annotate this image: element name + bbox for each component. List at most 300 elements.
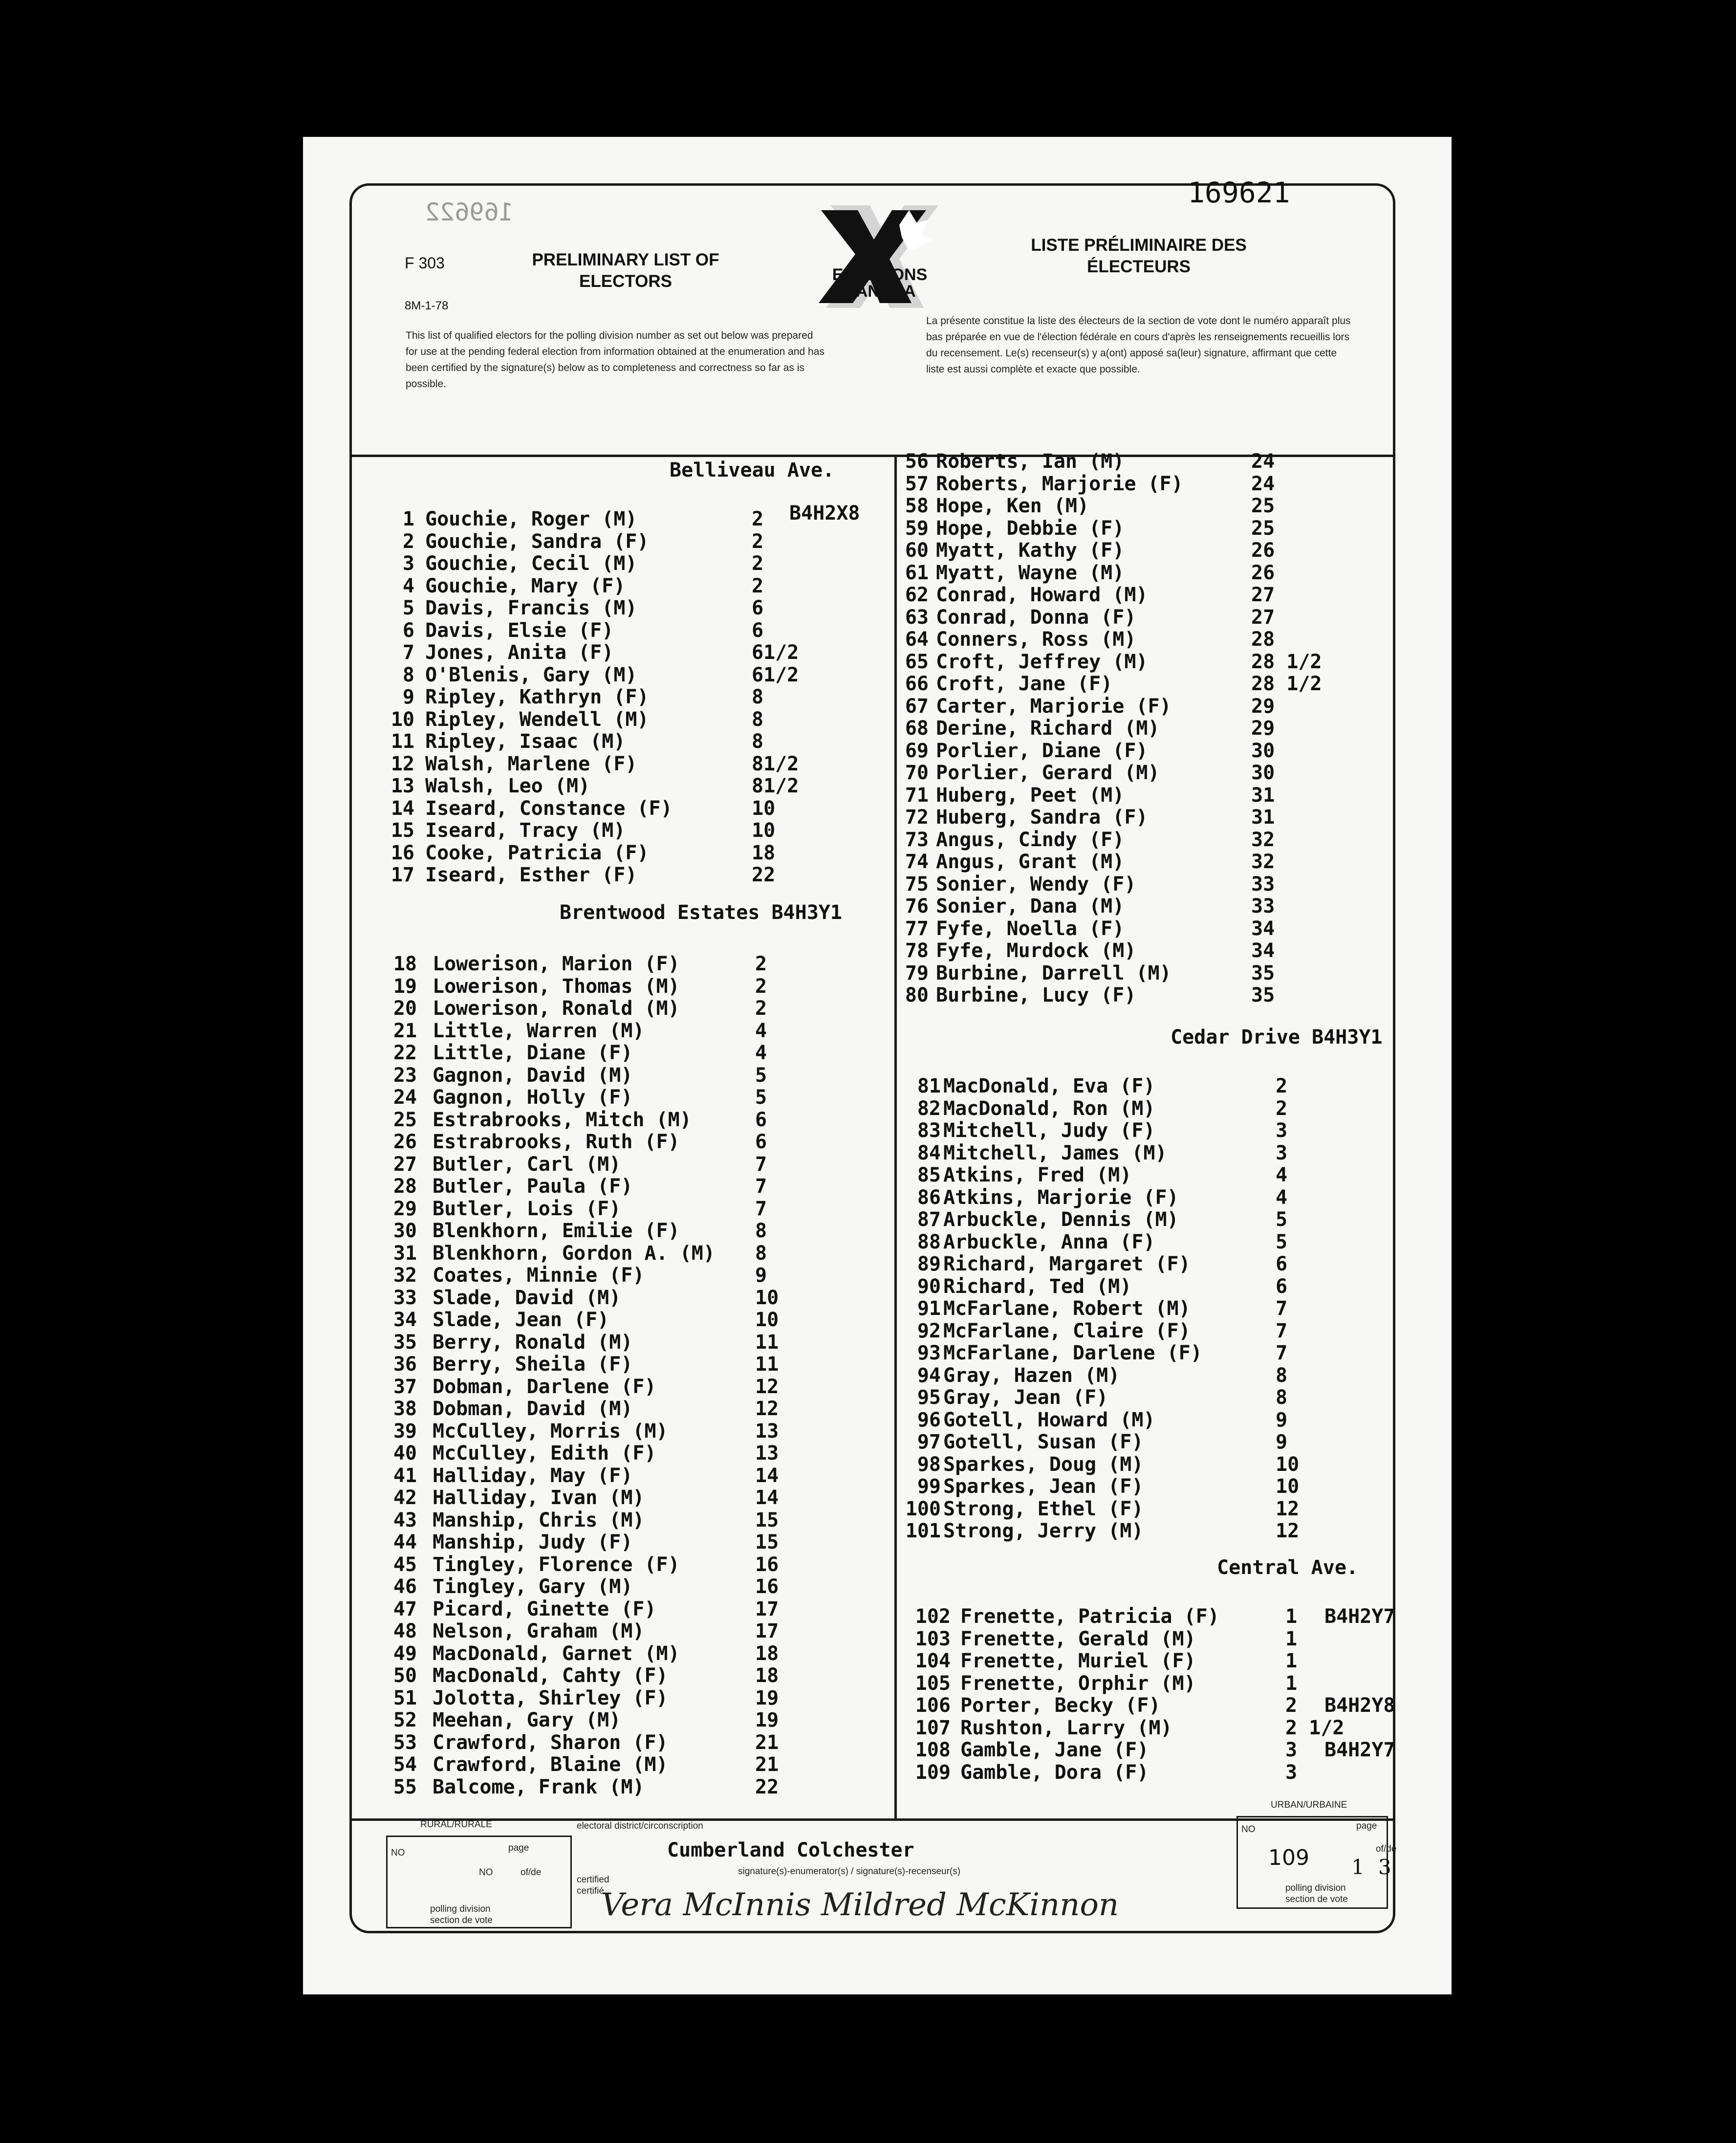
elector-number: 99 [917,1475,941,1498]
elector-name: Jolotta, Shirley (F) [433,1686,668,1709]
elector-number: 14 [391,797,414,820]
elector-address: 3 [1276,1119,1288,1142]
elector-number: 97 [917,1431,941,1453]
elector-name: Burbine, Darrell (M) [936,962,1172,984]
elector-name: Rushton, Larry (M) [960,1716,1172,1739]
elector-name: Gouchie, Cecil (M) [425,552,637,575]
elector-number: 8 [402,663,414,686]
elector-number: 9 [402,686,414,708]
elector-address: 5 [1276,1208,1288,1231]
elector-number: 62 [905,584,929,606]
elector-address: 3 [1285,1739,1298,1761]
header-divider [349,455,1395,457]
elector-address: 12 [1276,1520,1300,1542]
elector-address: 6 [1276,1275,1288,1298]
elector-name: Ripley, Isaac (M) [425,730,626,753]
elector-number: 74 [905,851,929,873]
elector-number: 23 [393,1064,417,1087]
elector-address: 34 [1251,940,1275,962]
elector-number: 11 [391,730,414,753]
elector-name: Berry, Ronald (M) [433,1331,633,1354]
certifie-label: certifié [577,1886,604,1896]
elector-address: 8 [1276,1364,1288,1387]
elector-address: 2 [755,953,767,975]
elector-address: 81/2 [752,775,799,797]
elector-name: Blenkhorn, Gordon A. (M) [433,1242,715,1265]
elector-address: 8 [755,1220,767,1242]
elector-address: 2 [1276,1097,1288,1120]
elector-address: 15 [755,1531,779,1553]
elector-address: 10 [755,1309,779,1331]
elector-number: 72 [905,806,929,829]
elector-name: Gray, Jean (F) [943,1386,1108,1409]
elector-address: 27 [1251,606,1275,629]
elector-number: 65 [905,650,929,673]
elector-name: Balcome, Frank (M) [433,1775,645,1798]
elector-number: 12 [391,752,414,775]
elector-number: 88 [917,1230,941,1253]
elector-address: 22 [755,1775,779,1798]
elector-number: 82 [917,1097,941,1120]
elector-address: 11 [755,1353,779,1376]
elector-number: 29 [393,1197,417,1220]
elector-number: 102 [915,1605,951,1628]
elector-address: 13 [755,1420,779,1443]
elector-address: 1 [1285,1672,1298,1695]
elector-number: 20 [393,997,417,1020]
elector-name: Lowerison, Thomas (M) [433,975,680,998]
elector-number: 46 [393,1575,417,1598]
elector-name: Slade, Jean (F) [433,1309,609,1331]
elector-address: 35 [1251,984,1275,1006]
elector-address: 7 [755,1153,767,1176]
elector-name: Porter, Becky (F) [960,1694,1161,1717]
elector-number: 5 [402,597,414,619]
elector-name: Ripley, Kathryn (F) [425,686,649,708]
elector-number: 32 [393,1264,417,1287]
elector-address: 2 [1285,1694,1298,1717]
elector-number: 95 [917,1386,941,1409]
elector-number: 31 [393,1242,417,1265]
elector-name: Gouchie, Roger (M) [425,508,637,530]
elector-name: Mitchell, James (M) [943,1141,1167,1164]
elector-address: 12 [1276,1497,1300,1520]
elector-address: 2 [752,552,764,575]
elector-name: Frenette, Muriel (F) [960,1650,1196,1672]
elector-name: Iseard, Esther (F) [425,864,637,886]
elector-number: 105 [915,1672,951,1695]
elector-address: 10 [1276,1475,1300,1498]
elector-address: 4 [1276,1186,1288,1209]
logo-text: ELECTIONS CANADA [832,265,928,301]
elector-number: 83 [917,1119,941,1142]
elector-number: 59 [905,517,929,540]
elector-address: 2 [1276,1075,1288,1097]
form-date: 8M-1-78 [405,299,449,312]
elector-address: 2 [752,508,764,530]
elector-name: Roberts, Marjorie (F) [936,472,1183,495]
elector-address: 3 [1285,1761,1298,1784]
elector-number: 61 [905,561,929,584]
elector-number: 91 [917,1297,941,1320]
elector-name: Conrad, Donna (F) [936,606,1136,629]
elector-name: Estrabrooks, Mitch (M) [433,1108,692,1131]
elector-number: 64 [905,628,929,651]
elector-number: 78 [905,940,929,962]
elector-name: Sonier, Dana (M) [936,895,1125,918]
elector-number: 56 [905,450,929,473]
elector-name: Gray, Hazen (M) [943,1364,1120,1387]
elector-number: 100 [905,1497,941,1520]
elector-number: 51 [393,1686,417,1709]
elector-number: 70 [905,762,929,784]
elector-address: 29 [1251,717,1275,740]
elector-name: Iseard, Constance (F) [425,797,673,820]
elector-address: 12 [755,1375,779,1398]
title-french: LISTE PRÉLIMINAIRE DES ÉLECTEURS [1031,236,1247,276]
intro-french: La présente constitue la liste des électeurs de la section de vote dont le numéro apparaît plus bas préparée en vue de l'élection fédérale en cours d'après les renseignements recueillis lors du recensement. Le(s) recenseur(s) y a(ont) apposé sa(leur) signature, affirmant que cette liste est aussi complète et exacte que possible. [926,315,1351,375]
elector-number: 81 [917,1075,941,1097]
elector-address: 2 [752,574,764,597]
elector-number: 103 [915,1627,951,1650]
elector-address: 14 [755,1464,779,1487]
elector-address: 4 [755,1019,767,1042]
elector-number: 93 [917,1342,941,1364]
elector-number: 71 [905,784,929,807]
elector-name: Mitchell, Judy (F) [943,1119,1155,1142]
district-name: Cumberland Colchester [667,1839,914,1861]
enumerator-signatures: Vera McInnis Mildred McKinnon [601,1887,1119,1923]
title-english: PRELIMINARY LIST OF ELECTORS [532,250,719,291]
elector-number: 69 [905,739,929,762]
elector-number: 60 [905,539,929,562]
urban-section-label: section de vote [1285,1894,1348,1904]
elector-address: 34 [1251,917,1275,940]
elector-number: 89 [917,1253,941,1275]
elector-address: 28 [1251,628,1275,651]
elector-name: Gotell, Howard (M) [943,1408,1155,1431]
elector-name: Arbuckle, Anna (F) [943,1230,1155,1253]
elector-number: 6 [402,619,414,642]
elector-number: 84 [917,1141,941,1164]
elector-number: 80 [905,984,929,1006]
urban-polling-label: polling division [1285,1883,1346,1893]
elector-number: 55 [393,1775,417,1798]
elector-address: 7 [755,1197,767,1220]
elector-address: 81/2 [752,752,799,775]
elector-number: 4 [402,574,414,597]
elector-address: 24 [1251,450,1275,473]
elector-address: 5 [755,1086,767,1109]
elector-number: 77 [905,917,929,940]
elector-number: 33 [393,1286,417,1309]
elector-name: Manship, Judy (F) [433,1531,633,1553]
elector-number: 42 [393,1487,417,1509]
elector-number: 16 [391,841,414,864]
rural-polling-label: polling division [430,1904,491,1914]
elector-name: Angus, Grant (M) [936,851,1125,873]
elector-number: 41 [393,1464,417,1487]
elector-name: McFarlane, Robert (M) [943,1297,1191,1320]
elector-address: 21 [755,1731,779,1754]
elector-address: 7 [1276,1342,1288,1364]
elector-address: 11 [755,1331,779,1354]
elector-address: 16 [755,1575,779,1598]
elector-name: Dobman, David (M) [433,1398,633,1420]
elector-address: 26 [1251,539,1275,562]
elector-name: Conners, Ross (M) [936,628,1136,651]
urban-label: URBAN/URBAINE [1271,1800,1347,1810]
elector-address: 24 [1251,472,1275,495]
elector-number: 108 [915,1739,951,1761]
elector-name: Tingley, Florence (F) [433,1553,680,1576]
elector-name: Angus, Cindy (F) [936,828,1125,851]
elector-name: Fyfe, Murdock (M) [936,940,1136,962]
elector-name: Gotell, Susan (F) [943,1431,1144,1453]
elector-address: 12 [755,1398,779,1420]
elector-number: 68 [905,717,929,740]
elector-number: 19 [393,975,417,998]
elector-address: 19 [755,1709,779,1731]
elector-address: 14 [755,1487,779,1509]
elector-name: Frenette, Patricia (F) [960,1605,1219,1628]
elector-address: 6 [752,597,764,619]
street-heading-central: Central Ave. [1217,1556,1358,1579]
elector-number: 76 [905,895,929,918]
elector-address: 61/2 [752,663,799,686]
elector-address: 17 [755,1597,779,1620]
elector-number: 21 [393,1019,417,1042]
postal-code: B4H2Y8 [1324,1694,1395,1717]
elector-number: 1 [402,508,414,530]
elector-name: Arbuckle, Dennis (M) [943,1208,1179,1231]
elector-address: 32 [1251,851,1275,873]
elector-address: 35 [1251,962,1275,984]
elector-number: 47 [393,1597,417,1620]
postal-code-belliveau: B4H2X8 [789,502,860,525]
elector-number: 87 [917,1208,941,1231]
elector-number: 45 [393,1553,417,1576]
elector-name: Walsh, Leo (M) [425,775,590,797]
elector-address: 6 [755,1131,767,1153]
elector-address: 10 [752,797,776,820]
elector-name: Davis, Francis (M) [425,597,637,619]
elector-address: 18 [755,1664,779,1687]
elector-number: 22 [393,1042,417,1064]
rural-ofde-label: of/de [521,1867,542,1878]
elector-address: 31 [1251,806,1275,829]
postal-code: B4H2Y7 [1324,1739,1395,1761]
elector-name: Sparkes, Doug (M) [943,1453,1144,1476]
urban-polling-number: 109 [1268,1845,1309,1870]
urban-page-number: 1 [1351,1855,1365,1879]
elector-number: 66 [905,673,929,695]
elector-name: Cooke, Patricia (F) [425,841,649,864]
elector-address: 32 [1251,828,1275,851]
elector-name: MacDonald, Ron (M) [943,1097,1155,1120]
elector-number: 90 [917,1275,941,1298]
elector-name: Conrad, Howard (M) [936,584,1148,606]
elector-number: 106 [915,1694,951,1717]
elector-number: 86 [917,1186,941,1209]
elector-name: Lowerison, Marion (F) [433,953,680,975]
elector-number: 107 [915,1716,951,1739]
elector-address: 6 [1276,1253,1288,1275]
street-heading-belliveau: Belliveau Ave. [670,459,835,481]
elector-number: 10 [391,708,414,731]
elector-number: 18 [393,953,417,975]
elector-address: 9 [755,1264,767,1287]
elector-name: Meehan, Gary (M) [433,1709,621,1731]
elector-address: 6 [755,1108,767,1131]
elector-name: Estrabrooks, Ruth (F) [433,1131,680,1153]
elector-address: 8 [755,1242,767,1265]
elector-number: 67 [905,695,929,718]
elector-name: McFarlane, Claire (F) [943,1319,1191,1342]
elector-address: 16 [755,1553,779,1576]
elector-address: 29 [1251,695,1275,718]
rural-label: RURAL/RURALE [420,1819,492,1830]
elector-name: Little, Warren (M) [433,1019,645,1042]
elector-address: 17 [755,1620,779,1642]
elector-address: 30 [1251,739,1275,762]
elector-name: Ripley, Wendell (M) [425,708,649,731]
elector-address: 7 [755,1175,767,1198]
elector-address: 10 [1276,1453,1300,1476]
elector-address: 13 [755,1442,779,1465]
elector-address: 15 [755,1509,779,1531]
elector-number: 52 [393,1709,417,1731]
elector-number: 57 [905,472,929,495]
elector-name: McCulley, Edith (F) [433,1442,656,1465]
elector-name: Gouchie, Mary (F) [425,574,626,597]
elector-address: 10 [752,819,776,842]
elector-number: 98 [917,1453,941,1476]
elector-address: 30 [1251,762,1275,784]
elector-number: 35 [393,1331,417,1354]
rural-no-label: NO [391,1848,405,1858]
elector-name: MacDonald, Cahty (F) [433,1664,668,1687]
elector-address: 2 [755,975,767,998]
elector-number: 94 [917,1364,941,1387]
elector-address: 26 [1251,561,1275,584]
elector-name: O'Blenis, Gary (M) [425,663,637,686]
elector-number: 54 [393,1753,417,1776]
elector-name: Butler, Carl (M) [433,1153,621,1176]
serial-number: 169621 [1188,176,1290,209]
elector-number: 37 [393,1375,417,1398]
elector-address: 4 [755,1042,767,1064]
elector-name: Slade, David (M) [433,1286,621,1309]
urban-page-label: page [1356,1821,1377,1831]
elector-name: Gagnon, Holly (F) [433,1086,633,1109]
elector-name: Frenette, Orphir (M) [960,1672,1196,1695]
elector-name: Manship, Chris (M) [433,1509,645,1531]
elector-name: Derine, Richard (M) [936,717,1160,740]
elector-name: Nelson, Graham (M) [433,1620,645,1642]
elector-name: Coates, Minnie (F) [433,1264,645,1287]
elector-address: 28 1/2 [1251,650,1322,673]
elector-name: Atkins, Marjorie (F) [943,1186,1179,1209]
postal-code: B4H2Y7 [1324,1605,1395,1628]
elector-name: Blenkhorn, Emilie (F) [433,1220,680,1242]
elector-name: Fyfe, Noella (F) [936,917,1125,940]
elector-name: Atkins, Fred (M) [943,1164,1132,1186]
elector-address: 25 [1251,517,1275,540]
rural-page-label: page [508,1843,529,1853]
elector-name: Iseard, Tracy (M) [425,819,626,842]
elector-name: Burbine, Lucy (F) [936,984,1136,1006]
elector-address: 18 [755,1642,779,1665]
elector-number: 58 [905,495,929,517]
elector-address: 1 [1285,1650,1298,1672]
elector-number: 40 [393,1442,417,1465]
elector-address: 1 [1285,1627,1298,1650]
elector-number: 15 [391,819,414,842]
elector-address: 8 [1276,1386,1288,1409]
elector-name: Picard, Ginette (F) [433,1597,656,1620]
elector-address: 3 [1276,1141,1288,1164]
elector-number: 39 [393,1420,417,1443]
elector-name: Butler, Lois (F) [433,1197,621,1220]
elector-address: 9 [1276,1408,1288,1431]
elector-number: 50 [393,1664,417,1687]
elector-number: 25 [393,1108,417,1131]
elector-address: 27 [1251,584,1275,606]
elector-address: 19 [755,1686,779,1709]
elector-number: 36 [393,1353,417,1376]
elector-name: Sonier, Wendy (F) [936,873,1136,896]
elector-number: 7 [402,641,414,664]
elector-name: Richard, Margaret (F) [943,1253,1191,1275]
elector-name: McFarlane, Darlene (F) [943,1342,1202,1364]
elector-name: Halliday, May (F) [433,1464,633,1487]
elector-number: 3 [402,552,414,575]
street-heading-cedar: Cedar Drive B4H3Y1 [1171,1026,1383,1049]
elector-number: 34 [393,1309,417,1331]
elector-name: Myatt, Kathy (F) [936,539,1125,562]
elector-name: Croft, Jane (F) [936,673,1113,695]
elector-name: Huberg, Sandra (F) [936,806,1148,829]
elector-name: Hope, Ken (M) [936,495,1089,517]
elector-name: MacDonald, Eva (F) [943,1075,1155,1097]
urban-ofde-label: of/de [1376,1844,1397,1854]
elector-address: 5 [1276,1230,1288,1253]
elector-name: Berry, Sheila (F) [433,1353,633,1376]
elector-name: Porlier, Gerard (M) [936,762,1160,784]
elector-name: Gouchie, Sandra (F) [425,530,649,553]
elector-number: 101 [905,1520,941,1542]
elector-name: Huberg, Peet (M) [936,784,1125,807]
elector-address: 61/2 [752,641,799,664]
elector-name: Gamble, Dora (F) [960,1761,1149,1784]
elector-number: 96 [917,1408,941,1431]
elector-name: MacDonald, Garnet (M) [433,1642,680,1665]
elector-name: Dobman, Darlene (F) [433,1375,656,1398]
elector-address: 6 [752,619,764,642]
elector-name: Frenette, Gerald (M) [960,1627,1196,1650]
elector-address: 2 [755,997,767,1020]
elector-address: 5 [755,1064,767,1087]
signature-label: signature(s)-enumerator(s) / signature(s)-recenseur(s) [738,1866,961,1877]
elector-name: Lowerison, Ronald (M) [433,997,680,1020]
elector-number: 27 [393,1153,417,1176]
elector-name: Carter, Marjorie (F) [936,695,1172,718]
elector-address: 10 [755,1286,779,1309]
elector-name: Strong, Ethel (F) [943,1497,1144,1520]
certified-label: certified [577,1875,609,1885]
rural-no2-label: NO [479,1867,493,1878]
